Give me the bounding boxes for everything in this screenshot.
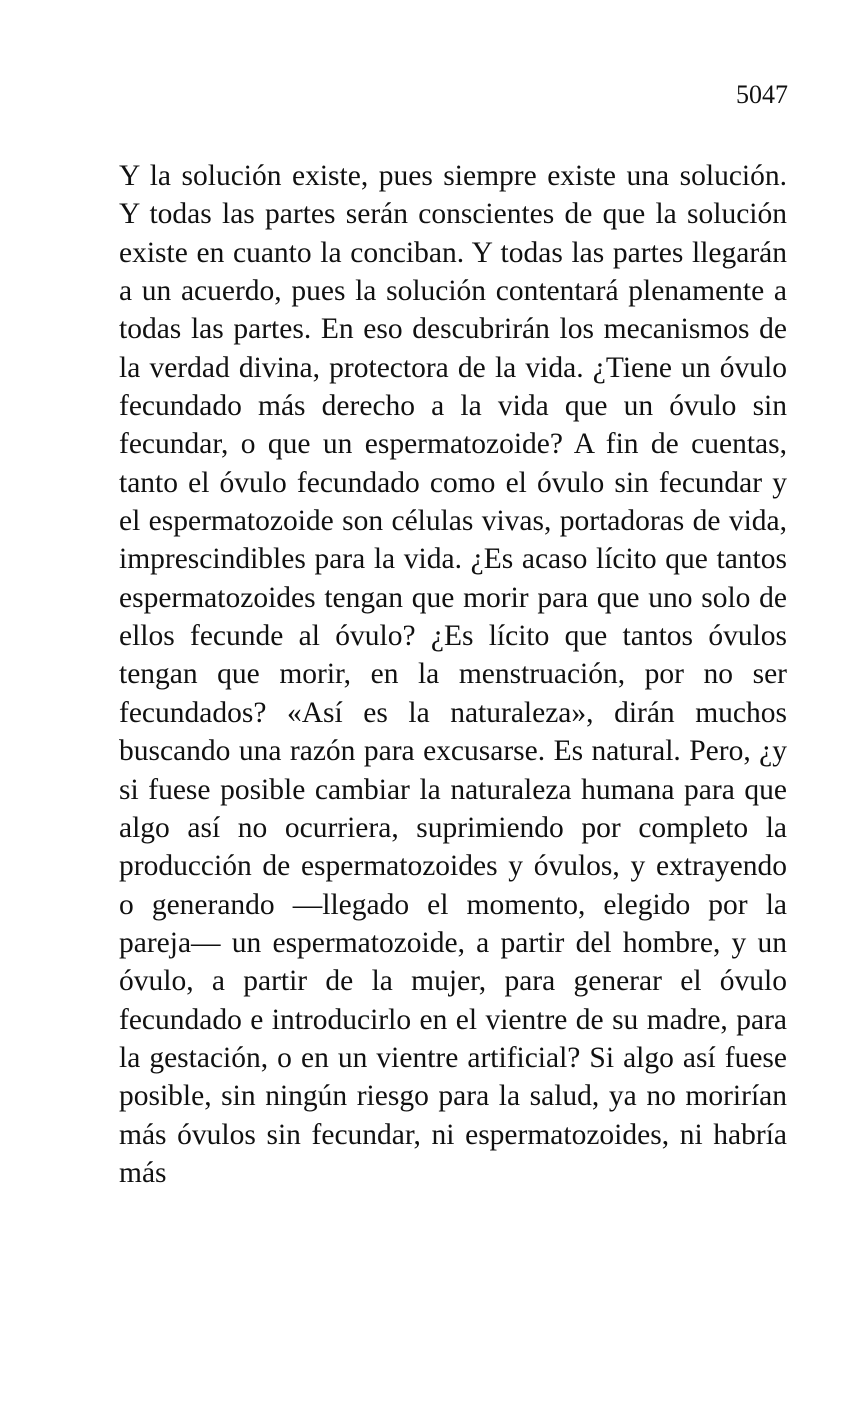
body-paragraph: Y la solución existe, pues siempre existe una solución. Y todas las partes serán conscientes de que la solución existe en cuanto la conciban. Y todas las partes llegarán a un acuerdo, pues la solución contentará plenamente a todas las partes. En eso descubrirán los mecanismos de la verdad divina, protectora de la vida. ¿Tiene un óvulo fecundado más derecho a la vida que un óvulo sin fecundar, o que un espermatozoide? A fin de cuentas, tanto el óvulo fecundado como el óvulo sin fecundar y el espermatozoide son células vivas, portadoras de vida, imprescindibles para la vida. ¿Es acaso lícito que tantos espermatozoides tengan que morir para que uno solo de ellos fecunde al óvulo? ¿Es lícito que tantos óvulos tengan que morir, en la menstruación, por no ser fecundados? «Así es la naturaleza», dirán muchos buscando una razón para excusarse. Es natural. Pero, ¿y si fuese posible cambiar la naturaleza humana para que algo así no ocurriera, suprimiendo por completo la producción de espermatozoides y óvulos, y extrayendo o generando —llegado el momento, elegido por la pareja— un espermatozoide, a partir del hombre, y un óvulo, a partir de la mujer, para generar el óvulo fecundado e introducirlo en el vientre de su madre, para la gestación, o en un vientre artificial? Si algo así fuese posible, sin ningún riesgo para la salud, ya no morirían más óvulos sin fecundar, ni espermatozoides, ni habría más <box>119 160 787 1189</box>
page-number: 5047 <box>736 80 788 109</box>
